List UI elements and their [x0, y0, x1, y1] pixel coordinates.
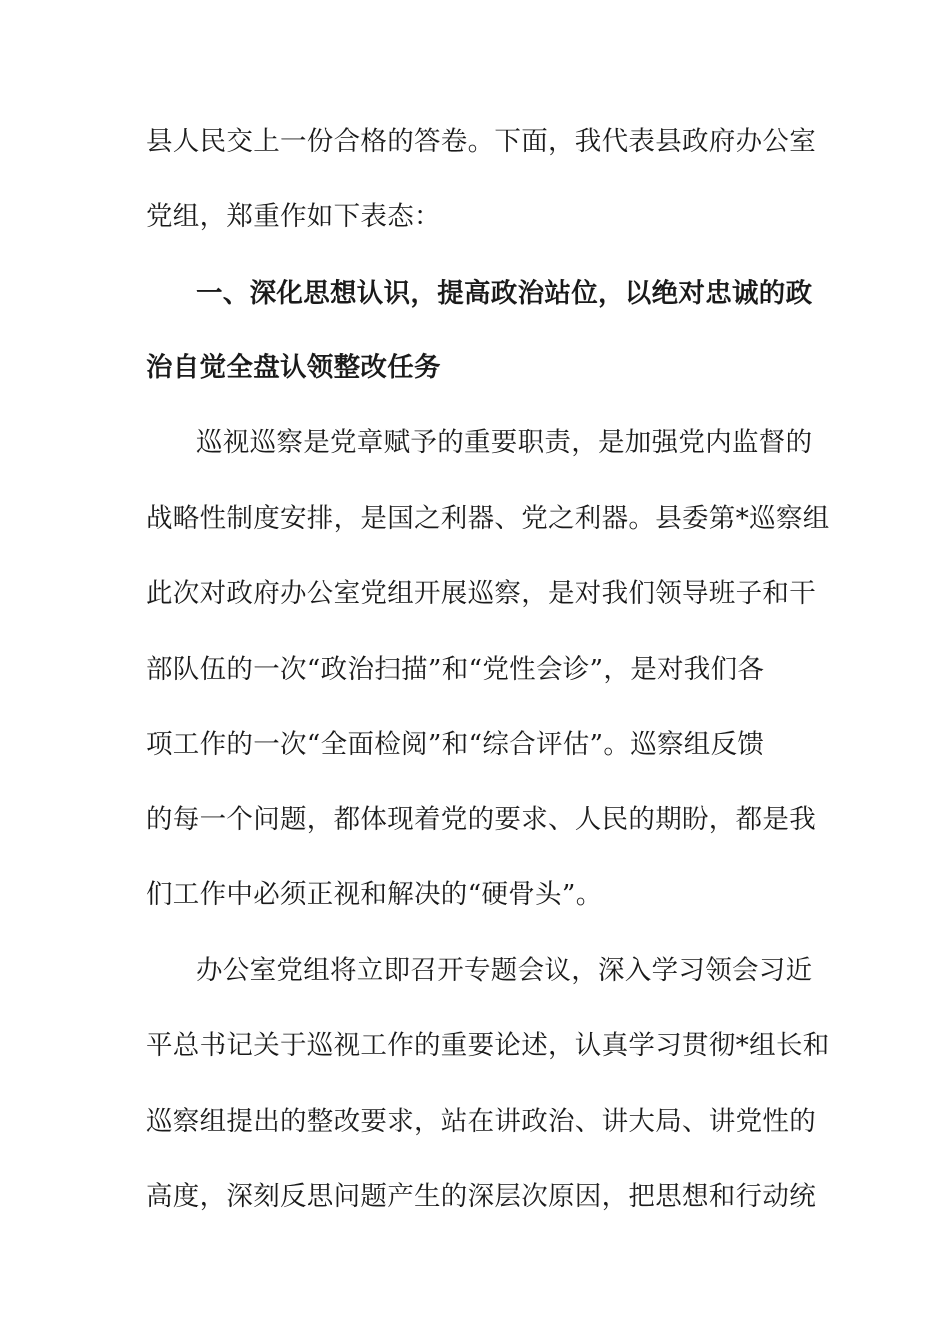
- body-text-line: 项工作的一次“全面检阅”和“综合评估”。巡察组反馈: [146, 729, 765, 760]
- body-text-line: 高度，深刻反思问题产生的深层次原因，把思想和行动统: [146, 1181, 816, 1212]
- body-text-line: 党组，郑重作如下表态：: [146, 201, 441, 232]
- section-heading-line: 一、深化思想认识，提高政治站位，以绝对忠诚的政: [196, 278, 813, 309]
- body-text-line: 此次对政府办公室党组开展巡察，是对我们领导班子和干: [146, 578, 816, 609]
- body-text-line: 的每一个问题，都体现着党的要求、人民的期盼，都是我: [146, 804, 816, 835]
- body-text-line: 县人民交上一份合格的答卷。下面，我代表县政府办公室: [146, 126, 816, 157]
- section-heading-line: 治自觉全盘认领整改任务: [146, 352, 441, 383]
- body-text-line: 部队伍的一次“政治扫描”和“党性会诊”，是对我们各: [146, 654, 765, 685]
- body-text-line: 办公室党组将立即召开专题会议，深入学习领会习近: [196, 955, 813, 986]
- body-text-line: 们工作中必须正视和解决的“硬骨头”。: [146, 879, 603, 910]
- body-text-line: 平总书记关于巡视工作的重要论述，认真学习贯彻*组长和: [146, 1030, 830, 1061]
- body-text-line: 巡察组提出的整改要求，站在讲政治、讲大局、讲党性的: [146, 1106, 816, 1137]
- body-text-line: 战略性制度安排，是国之利器、党之利器。县委第*巡察组: [146, 503, 830, 534]
- body-text-line: 巡视巡察是党章赋予的重要职责，是加强党内监督的: [196, 427, 813, 458]
